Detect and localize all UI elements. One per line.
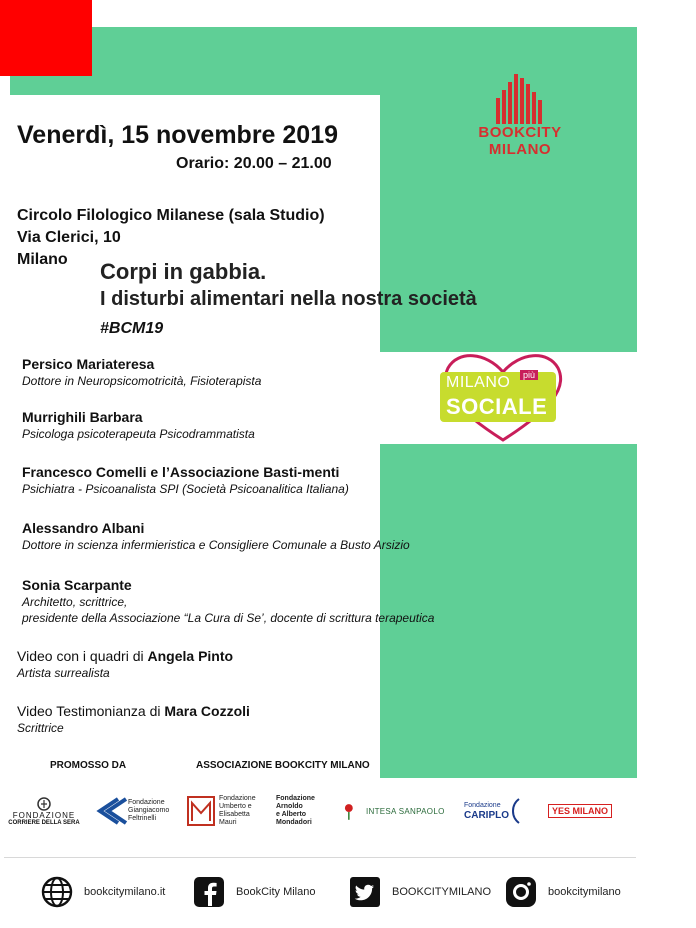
mondadori-rose-icon — [342, 802, 356, 820]
speaker-name: Francesco Comelli e l’Associazione Basti-menti — [22, 464, 340, 480]
bookcity-logo-line2: MILANO — [488, 141, 552, 158]
video-prefix: Video Testimonianza di — [17, 703, 165, 719]
intesa-text: INTESA SANPAOLO — [366, 806, 445, 816]
footer-website-label[interactable]: bookcitymilano.it — [84, 886, 166, 898]
sponsor-cariplo-logo — [464, 790, 528, 832]
sponsor-mauri-logo — [186, 790, 268, 832]
video-role: Artista surrealista — [17, 666, 110, 680]
mauri-text: Fondazione — [219, 795, 256, 802]
speaker-entry — [22, 408, 255, 442]
venue-line: Via Clerici, 10 — [17, 229, 121, 246]
event-hashtag: #BCM19 — [100, 320, 164, 337]
instagram-icon — [504, 875, 538, 909]
footer-facebook[interactable] — [192, 875, 315, 909]
footer-instagram[interactable] — [504, 875, 621, 909]
video-role: Scrittrice — [17, 721, 64, 735]
speaker-name: Sonia Scarpante — [22, 577, 132, 593]
footer-website[interactable] — [40, 875, 165, 909]
video-entry — [17, 647, 233, 681]
bookcity-skyline-icon — [490, 72, 550, 124]
mps-word-piu: più — [520, 370, 538, 380]
sponsor-yesmilano-logo — [548, 790, 624, 832]
mondadori-text: e Alberto Mondadori — [276, 811, 312, 826]
milano-piu-sociale-logo — [436, 350, 571, 445]
video-prefix: Video con i quadri di — [17, 648, 148, 664]
speaker-entry — [22, 576, 434, 626]
mauri-text: Mauri — [219, 819, 237, 826]
video-person: Mara Cozzoli — [164, 703, 250, 719]
event-title: Corpi in gabbia. — [100, 259, 267, 284]
speaker-name: Murrighili Barbara — [22, 409, 143, 425]
speaker-entry — [22, 355, 261, 389]
event-date: Venerdì, 15 novembre 2019 — [17, 121, 339, 149]
sponsor-feltrinelli-logo — [96, 790, 176, 832]
footer-divider — [4, 857, 636, 858]
event-time: Orario: 20.00 – 21.00 — [176, 155, 332, 172]
speaker-entry — [22, 519, 410, 553]
speaker-name: Persico Mariateresa — [22, 356, 155, 372]
speaker-role: Dottore in scienza infermieristica e Consigliere Comunale a Busto Arsizio — [22, 538, 410, 552]
cariplo-text: Fondazione — [464, 801, 501, 809]
sponsor-intesa-logo — [366, 790, 446, 832]
bookcity-logo-line1: BOOKCITY — [478, 124, 562, 141]
mauri-text: Umberto e — [219, 803, 252, 810]
video-person: Angela Pinto — [147, 648, 234, 664]
cariplo-emblem-icon — [509, 797, 523, 825]
sponsor-corriere-logo — [6, 790, 82, 832]
speaker-name: Alessandro Albani — [22, 520, 145, 536]
speaker-role: Psicologa psicoterapeuta Psicodrammatista — [22, 427, 255, 441]
cariplo-text: CARIPLO — [464, 809, 509, 821]
mps-word-milano: MILANO — [446, 374, 511, 391]
promoted-by-label: PROMOSSO DA — [50, 760, 127, 771]
globe-icon — [40, 875, 74, 909]
feltrinelli-text: Fondazione Giangiacomo Feltrinelli — [128, 799, 170, 822]
mauri-emblem-icon — [186, 795, 216, 827]
speaker-role: Dottore in Neuropsicomotricità, Fisioterapista — [22, 374, 262, 388]
speaker-role: Architetto, scrittrice, — [22, 595, 128, 609]
sponsor-mondadori-logo — [276, 790, 356, 832]
speaker-entry — [22, 463, 349, 497]
mps-word-sociale: SOCIALE — [446, 394, 548, 419]
red-corner-block — [0, 0, 92, 76]
mauri-text: Elisabetta — [219, 811, 250, 818]
speaker-role: Psichiatra - Psicoanalista SPI (Società Psicoanalitica Italiana) — [22, 482, 349, 496]
event-subtitle: I disturbi alimentari nella nostra società — [100, 288, 477, 310]
corriere-text-top: FONDAZIONE — [12, 810, 76, 820]
twitter-icon — [348, 875, 382, 909]
corriere-emblem-icon — [37, 797, 51, 811]
venue-line: Milano — [17, 251, 68, 268]
corriere-text-bottom: CORRIERE DELLA SERA — [8, 819, 80, 826]
footer-facebook-label[interactable]: BookCity Milano — [236, 886, 316, 898]
footer-twitter-label[interactable]: BOOKCITYMILANO — [392, 886, 492, 898]
feltrinelli-icon — [96, 795, 128, 827]
footer-instagram-label[interactable]: bookcitymilano — [548, 886, 621, 898]
speaker-role-line2: presidente della Associazione “La Cura di Se’, docente di scrittura terapeutica — [22, 611, 435, 625]
footer-twitter[interactable] — [348, 875, 491, 909]
association-label: ASSOCIAZIONE BOOKCITY MILANO — [196, 760, 370, 771]
mondadori-text: Fondazione Arnoldo — [276, 795, 315, 810]
video-entry — [17, 702, 250, 736]
venue-line: Circolo Filologico Milanese (sala Studio) — [17, 207, 325, 224]
bookcity-logo — [470, 72, 570, 158]
yesmilano-text: YES MILANO — [548, 804, 612, 818]
facebook-icon — [192, 875, 226, 909]
